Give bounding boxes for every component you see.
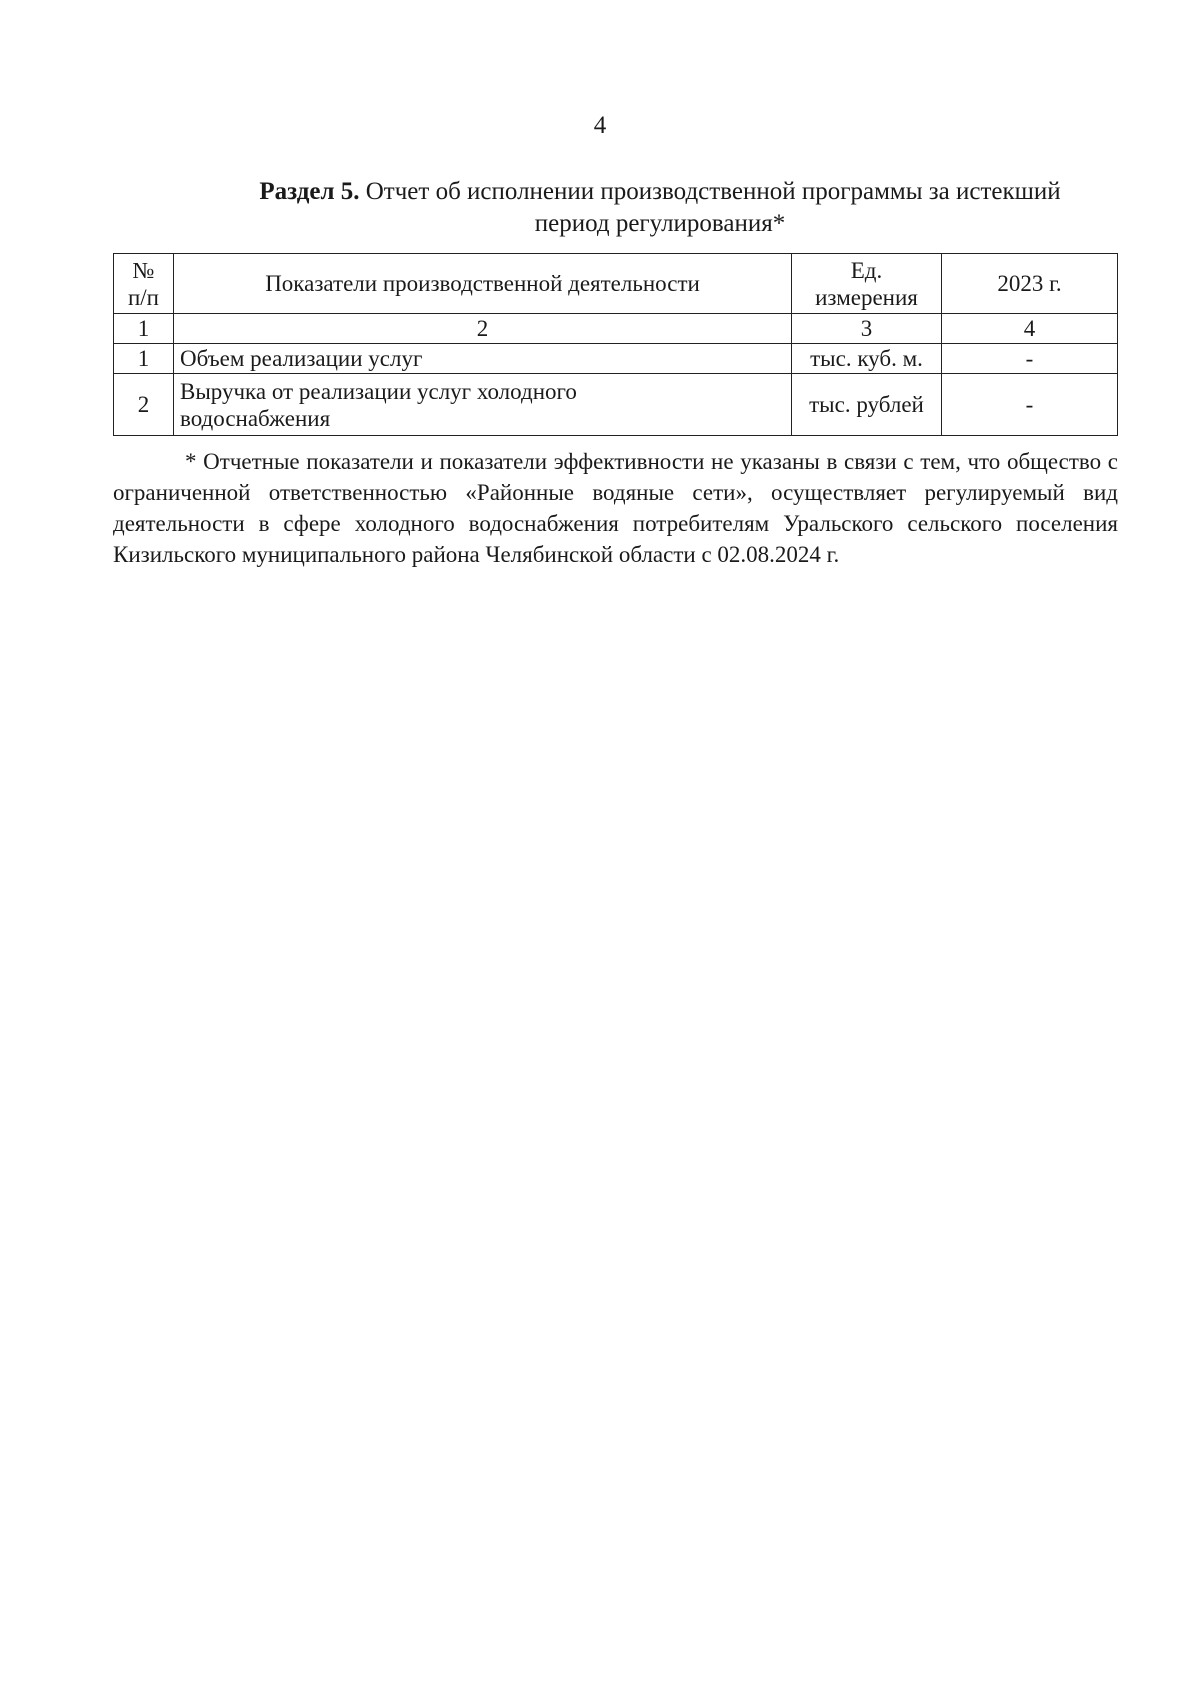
header-indicator: Показатели производственной деятельности <box>174 254 792 314</box>
header-year: 2023 г. <box>942 254 1118 314</box>
column-index-cell: 3 <box>792 314 942 344</box>
page-number: 4 <box>593 112 607 139</box>
footnote <box>113 446 1118 570</box>
row-num: 2 <box>114 374 174 436</box>
column-index-cell: 4 <box>942 314 1118 344</box>
header-unit <box>792 254 942 314</box>
row-num: 1 <box>114 344 174 374</box>
table-row <box>114 344 1118 374</box>
row-unit: тыс. рублей <box>792 374 942 436</box>
table-header-row <box>114 254 1118 314</box>
row-indicator <box>174 374 792 436</box>
row-value: - <box>942 344 1118 374</box>
header-num-line2: п/п <box>127 284 159 310</box>
production-report-table <box>113 253 1118 436</box>
column-index-cell: 2 <box>174 314 792 344</box>
header-num <box>114 254 174 314</box>
row-indicator-line2: водоснабжения <box>180 405 331 431</box>
footnote-text: * Отчетные показатели и показатели эффективности не указаны в связи с тем, что общество с ограниченной ответственностью «Районные водяные сети», осуществляет регулируемый вид деятельности в сфере холодного водоснабжения потребителям Уральского сельского поселения Кизильского муниципального района Челябинской области с 02.08.2024 г. <box>113 449 1118 567</box>
section-title-text-line2: период регулирования* <box>534 210 786 237</box>
section-label: Раздел 5. <box>259 178 360 205</box>
row-indicator-line1: Выручка от реализации услуг холодного <box>180 378 577 404</box>
row-indicator: Объем реализации услуг <box>174 344 792 374</box>
column-index-row <box>114 314 1118 344</box>
header-unit-line1: Ед. <box>850 257 883 283</box>
section-title-text: Отчет об исполнении производственной программы за истекший <box>365 178 1061 205</box>
header-unit-line2: измерения <box>815 284 918 310</box>
section-title <box>210 176 1110 240</box>
table-row <box>114 374 1118 436</box>
column-index-cell: 1 <box>114 314 174 344</box>
header-num-line1: № <box>132 257 155 283</box>
row-unit: тыс. куб. м. <box>792 344 942 374</box>
row-value: - <box>942 374 1118 436</box>
